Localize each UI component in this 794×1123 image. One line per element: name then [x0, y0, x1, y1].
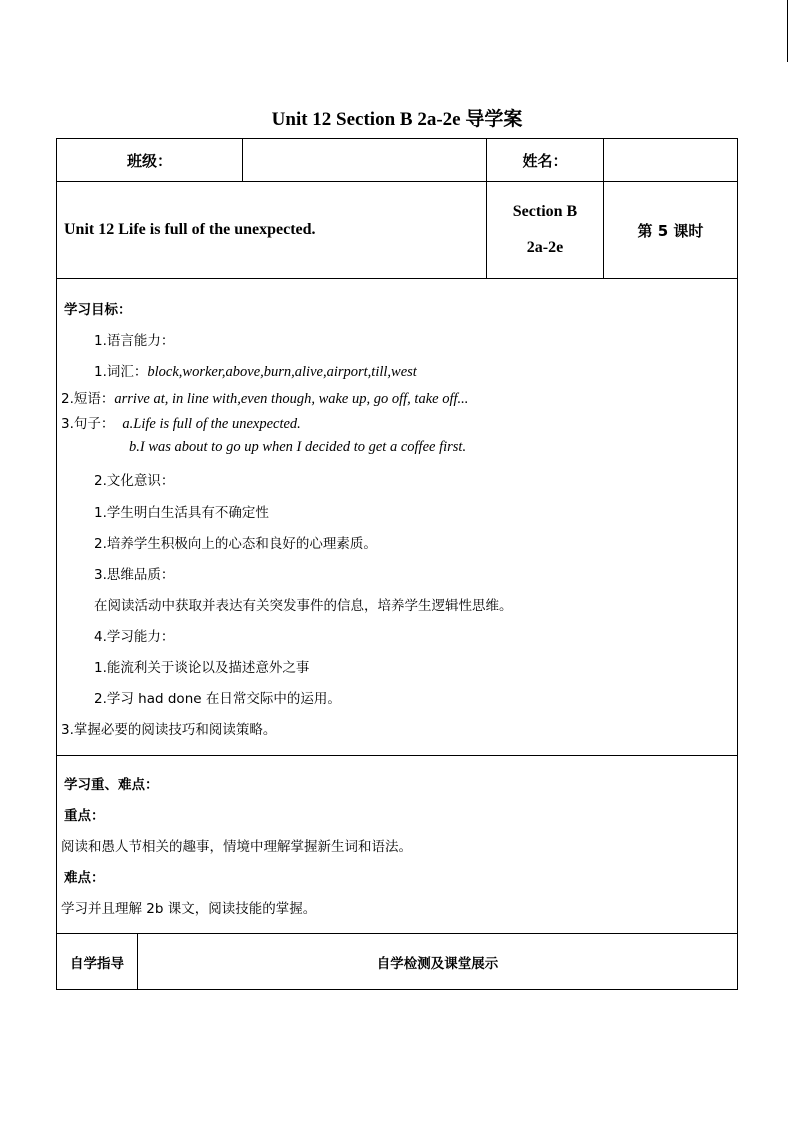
section-name: Section B [512, 203, 578, 220]
ability-item-1: 1.能流利关于谈论以及描述意外之事 [94, 660, 310, 676]
sentences-label: 3.句子： [61, 416, 115, 432]
phrases-label: 2.短语： [61, 391, 115, 407]
sentences-line [61, 412, 301, 433]
sentence-b: b.I was about to go up when I decided to get a coffee first. [129, 439, 467, 455]
thinking-item-1: 在阅读活动中获取并表达有关突发事件的信息，培养学生逻辑性思维。 [94, 598, 513, 614]
section-cell [487, 182, 603, 278]
lesson-number: 第 5 课时 [637, 221, 704, 240]
ability-heading: 4.学习能力： [94, 629, 175, 645]
difficult-label: 难点： [64, 870, 105, 886]
page-title: Unit 12 Section B 2a-2e 导学案 [271, 109, 523, 130]
culture-heading: 2.文化意识： [94, 473, 175, 489]
self-check-header: 自学检测及课堂展示 [376, 955, 499, 972]
vocabulary-words: block,worker,above,burn,alive,airport,till,west [147, 364, 417, 380]
row-divider [57, 755, 737, 756]
self-study-guide-header: 自学指导 [70, 955, 124, 972]
name-field[interactable] [604, 139, 737, 181]
ability-item-3: 3.掌握必要的阅读技巧和阅读策略。 [61, 722, 277, 738]
vocabulary-label: 1.词汇： [94, 364, 148, 380]
key-text: 阅读和愚人节相关的趣事，情境中理解掌握新生词和语法。 [61, 839, 412, 855]
culture-item-2: 2.培养学生积极向上的心态和良好的心理素质。 [94, 536, 377, 552]
difficult-text: 学习并且理解 2b 课文，阅读技能的掌握。 [61, 901, 317, 917]
language-ability-heading: 1.语言能力： [94, 333, 175, 349]
ability-item-2: 2.学习 had done 在日常交际中的运用。 [94, 691, 341, 707]
culture-item-1: 1.学生明白生活具有不确定性 [94, 505, 269, 521]
phrases-text: arrive at, in line with,even though, wake up, go off, take off... [114, 391, 469, 407]
thinking-heading: 3.思维品质： [94, 567, 175, 583]
objectives-heading: 学习目标： [64, 302, 132, 318]
phrases-line [61, 387, 468, 408]
page-edge-mark [787, 0, 788, 62]
class-field[interactable] [243, 139, 486, 181]
unit-title: Unit 12 Life is full of the unexpected. [64, 221, 316, 238]
key-label: 重点： [64, 808, 105, 824]
name-label: 姓名： [522, 151, 568, 170]
sentence-a: a.Life is full of the unexpected. [122, 416, 301, 432]
worksheet-table [56, 138, 738, 990]
section-range: 2a-2e [526, 239, 564, 256]
class-label: 班级： [126, 151, 172, 170]
key-points-heading: 学习重、难点： [64, 777, 159, 793]
row-divider [57, 278, 737, 279]
vocabulary-line [94, 360, 417, 381]
